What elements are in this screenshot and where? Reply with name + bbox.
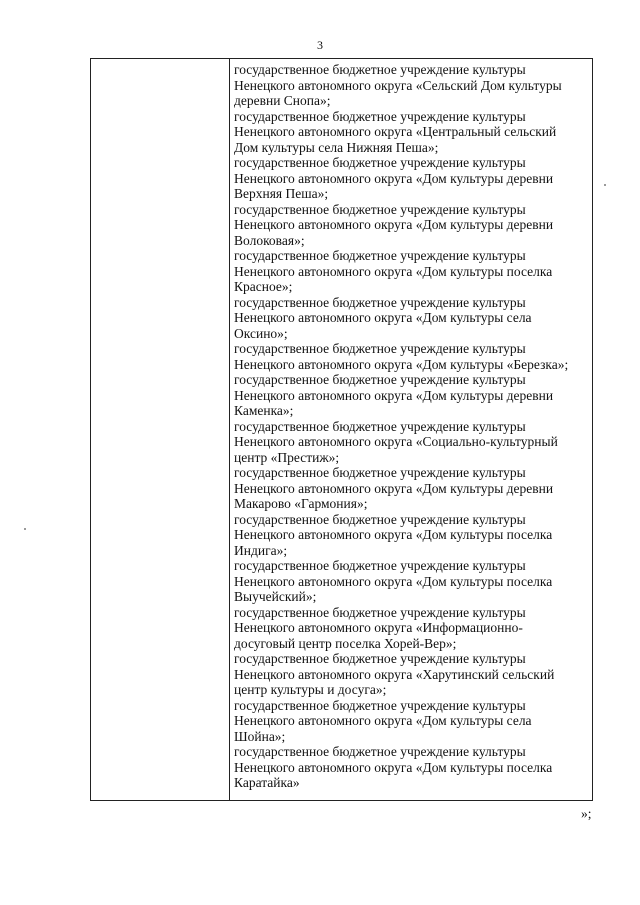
- entry-text-line: государственное бюджетное учреждение культуры: [234, 62, 526, 77]
- institutions-list: [234, 62, 590, 791]
- entry-text-line: Ненецкого автономного округа «Дом культуры села: [234, 713, 532, 728]
- entry-text-line: Верхняя Пеша»;: [234, 186, 329, 201]
- entry-text-line: Ненецкого автономного округа «Дом культуры поселка: [234, 527, 553, 542]
- entry-text-line: Волоковая»;: [234, 232, 305, 248]
- entry-text-line: государственное бюджетное учреждение культуры: [234, 294, 526, 310]
- list-item: [234, 465, 590, 512]
- entry-text-line: Выучейский»;: [234, 589, 317, 604]
- entry-text-line: Ненецкого автономного округа «Социально-культурный: [234, 434, 558, 449]
- entry-text-line: Индига»;: [234, 542, 288, 558]
- entry-text-line: Шойна»;: [234, 728, 286, 744]
- entry-text-line: Ненецкого автономного округа «Сельский Дом культуры: [234, 77, 562, 93]
- entry-text-line: государственное бюджетное учреждение культуры: [234, 697, 526, 713]
- entry-text-line: Ненецкого автономного округа «Дом культуры поселка: [234, 573, 553, 589]
- scan-speck: [604, 184, 606, 186]
- entry-text-line: Ненецкого автономного округа «Информационно-: [234, 620, 523, 635]
- table-column-divider: [229, 59, 230, 800]
- entry-text-line: государственное бюджетное учреждение культуры: [234, 108, 526, 124]
- list-item: [234, 295, 590, 342]
- entry-text-line: Ненецкого автономного округа «Дом культуры поселка: [234, 759, 553, 775]
- entry-text-line: деревни Снопа»;: [234, 93, 331, 108]
- list-item: [234, 744, 590, 791]
- entry-text-line: государственное бюджетное учреждение культуры: [234, 651, 526, 666]
- entry-text-line: центр «Престиж»;: [234, 449, 340, 465]
- entry-text-line: Ненецкого автономного округа «Дом культуры деревни: [234, 170, 554, 186]
- entry-text-line: центр культуры и досуга»;: [234, 682, 387, 697]
- entry-text-line: государственное бюджетное учреждение культуры: [234, 248, 526, 263]
- entry-text-line: государственное бюджетное учреждение культуры: [234, 372, 526, 387]
- list-item: [234, 558, 590, 605]
- entry-text-line: государственное бюджетное учреждение культуры: [234, 744, 526, 759]
- list-item: [234, 202, 590, 249]
- entry-text-line: Макарово «Гармония»;: [234, 496, 368, 511]
- entry-text-line: государственное бюджетное учреждение культуры: [234, 558, 526, 573]
- entry-text-line: Ненецкого автономного округа «Дом культуры деревни: [234, 387, 554, 403]
- entry-text-line: Ненецкого автономного округа «Дом культуры поселка: [234, 263, 553, 279]
- entry-text-line: Дом культуры села Нижняя Пеша»;: [234, 139, 439, 155]
- scan-speck: [24, 528, 26, 530]
- list-item: [234, 341, 590, 372]
- entry-text-line: Каменка»;: [234, 403, 294, 418]
- entry-text-line: Ненецкого автономного округа «Дом культуры села: [234, 310, 532, 325]
- list-item: [234, 109, 590, 156]
- entry-text-line: государственное бюджетное учреждение культуры: [234, 155, 526, 170]
- list-item: [234, 62, 590, 109]
- entry-text-line: Красное»;: [234, 279, 293, 294]
- entry-text-line: Каратайка»: [234, 775, 300, 790]
- list-item: [234, 651, 590, 698]
- entry-text-line: государственное бюджетное учреждение культуры: [234, 341, 526, 356]
- list-item: [234, 155, 590, 202]
- entry-text-line: государственное бюджетное учреждение культуры: [234, 511, 526, 527]
- list-item: [234, 698, 590, 745]
- entry-text-line: государственное бюджетное учреждение культуры: [234, 418, 526, 434]
- institutions-table: [90, 58, 593, 801]
- list-item: [234, 248, 590, 295]
- entry-text-line: Ненецкого автономного округа «Дом культуры деревни: [234, 480, 554, 496]
- list-item: [234, 512, 590, 559]
- closing-quote-mark: »;: [581, 806, 592, 821]
- entry-text-line: Ненецкого автономного округа «Дом культуры деревни: [234, 217, 554, 232]
- page-number: 3: [317, 38, 323, 52]
- entry-text-line: государственное бюджетное учреждение культуры: [234, 465, 526, 480]
- entry-text-line: Ненецкого автономного округа «Харутинский сельский: [234, 666, 555, 682]
- entry-text-line: Оксино»;: [234, 325, 288, 341]
- list-item: [234, 605, 590, 652]
- entry-text-line: государственное бюджетное учреждение культуры: [234, 604, 526, 620]
- entry-text-line: Ненецкого автономного округа «Центральный сельский: [234, 124, 557, 139]
- entry-text-line: государственное бюджетное учреждение культуры: [234, 201, 526, 217]
- list-item: [234, 419, 590, 466]
- list-item: [234, 372, 590, 419]
- entry-text-line: Ненецкого автономного округа «Дом культуры «Березка»;: [234, 356, 569, 372]
- entry-text-line: досуговый центр поселка Хорей-Вер»;: [234, 635, 457, 651]
